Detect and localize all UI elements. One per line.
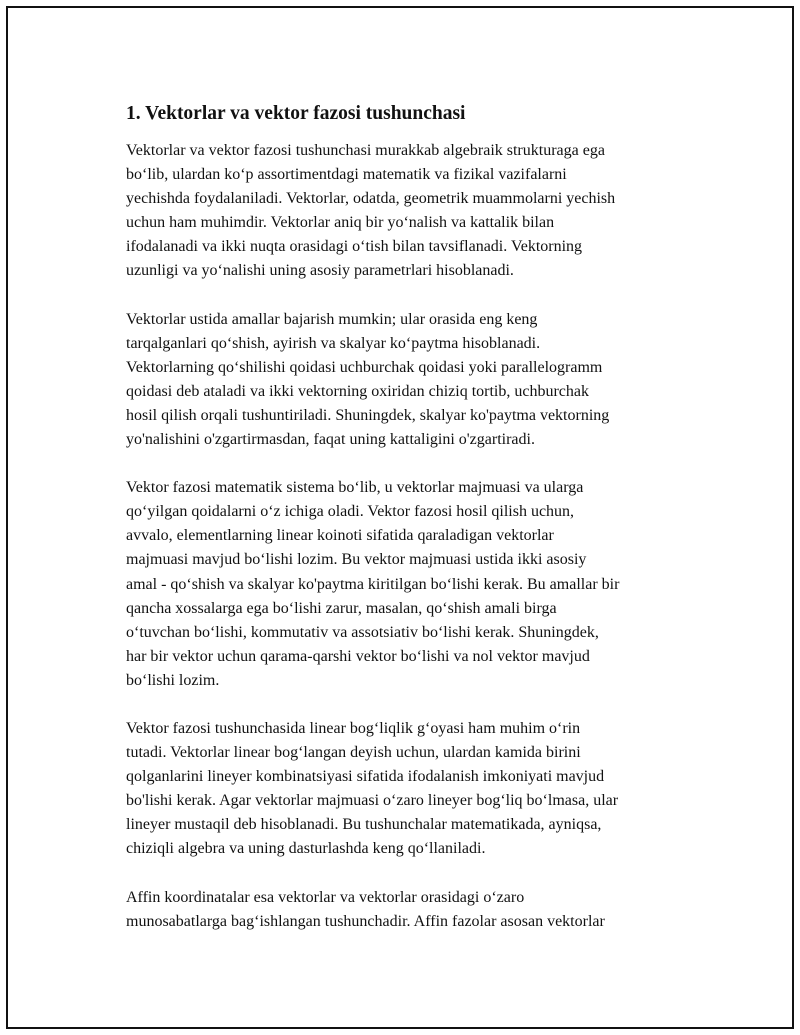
paragraph-line: lineyer mustaqil deb hisoblanadi. Bu tushunchalar matematikada, ayniqsa,: [126, 816, 602, 834]
paragraph-line: Vektor fazosi matematik sistema bo‘lib, u vektorlar majmuasi va ularga: [126, 479, 584, 497]
paragraph-line: bo'lishi kerak. Agar vektorlar majmuasi o‘zaro lineyer bog‘liq bo‘lmasa, ular: [126, 792, 619, 810]
paragraph-line: qancha xossalarga ega bo‘lishi zarur, masalan, qo‘shish amali birga: [126, 599, 557, 617]
paragraph-line: qoidasi deb ataladi va ikki vektorning oxiridan chiziq tortib, uchburchak: [126, 382, 589, 400]
paragraph-line: uchun ham muhimdir. Vektorlar aniq bir yo‘nalish va kattalik bilan: [126, 214, 555, 232]
paragraph-line: Vektorlar ustida amallar bajarish mumkin; ular orasida eng keng: [126, 310, 538, 328]
paragraph-spacer: [126, 284, 694, 308]
paragraph-spacer: [126, 693, 694, 717]
paragraph-line: tarqalganlari qo‘shish, ayirish va skalyar ko‘paytma hisoblanadi.: [126, 334, 541, 352]
paragraph-line: Vektor fazosi tushunchasida linear bog‘liqlik g‘oyasi ham muhim o‘rin: [126, 719, 581, 737]
paragraph-line: tutadi. Vektorlar linear bog‘langan deyish uchun, ulardan kamida birini: [126, 744, 581, 762]
paragraph-line: majmuasi mavjud bo‘lishi lozim. Bu vektor majmuasi ustida ikki asosiy: [126, 551, 587, 569]
paragraph-line: bo‘lishi lozim.: [126, 671, 220, 689]
body-paragraph: [126, 476, 694, 693]
paragraph-line: hosil qilish orqali tushuntiriladi. Shuningdek, skalyar ko'paytma vektorning: [126, 406, 610, 424]
paragraph-line: yo'nalishini o'zgartirmasdan, faqat uning kattaligini o'zgartiradi.: [126, 431, 535, 449]
paragraph-line: Affin koordinatalar esa vektorlar va vektorlar orasidagi o‘zaro: [126, 888, 525, 906]
body-paragraph: [126, 886, 694, 934]
paragraph-line: Vektorlarning qo‘shilishi qoidasi uchburchak qoidasi yoki parallelogramm: [126, 358, 603, 376]
paragraph-line: chiziqli algebra va uning dasturlashda keng qo‘llaniladi.: [126, 840, 486, 858]
paragraph-line: amal - qo‘shish va skalyar ko'paytma kiritilgan bo‘lishi kerak. Bu amallar bir: [126, 575, 620, 593]
paragraph-line: qo‘yilgan qoidalarni o‘z ichiga oladi. Vektor fazosi hosil qilish uchun,: [126, 503, 575, 521]
paragraph-line: Vektorlar va vektor fazosi tushunchasi murakkab algebraik strukturaga ega: [126, 142, 605, 159]
paragraph-line: qolganlarini lineyer kombinatsiyasi sifatida ifodalanish imkoniyati mavjud: [126, 768, 605, 786]
paragraph-list: [126, 139, 694, 934]
paragraph-spacer: [126, 452, 694, 476]
body-paragraph: [126, 139, 694, 284]
paragraph-line: munosabatlarga bag‘ishlangan tushunchadir. Affin fazolar asosan vektorlar: [126, 912, 605, 930]
page-frame: [6, 6, 794, 1029]
paragraph-line: har bir vektor uchun qarama-qarshi vektor bo‘lishi va nol vektor mavjud: [126, 647, 590, 665]
paragraph-line: avvalo, elementlarning linear koinoti sifatida qaraladigan vektorlar: [126, 527, 554, 545]
paragraph-line: o‘tuvchan bo‘lishi, kommutativ va assotsiativ bo‘lishi kerak. Shuningdek,: [126, 623, 599, 641]
document-body: [126, 101, 694, 934]
paragraph-line: uzunligi va yo‘nalishi uning asosiy parametrlari hisoblanadi.: [126, 262, 514, 280]
paragraph-line: yechishda foydalaniladi. Vektorlar, odatda, geometrik muammolarni yechish: [126, 190, 616, 208]
body-paragraph: [126, 717, 694, 862]
body-paragraph: [126, 308, 694, 453]
section-heading: 1. Vektorlar va vektor fazosi tushunchasi: [126, 103, 466, 124]
paragraph-line: bo‘lib, ulardan ko‘p assortimentdagi matematik va fizikal vazifalarni: [126, 166, 567, 184]
paragraph-line: ifodalanadi va ikki nuqta orasidagi o‘tish bilan tavsiflanadi. Vektorning: [126, 238, 583, 256]
paragraph-spacer: [126, 862, 694, 886]
